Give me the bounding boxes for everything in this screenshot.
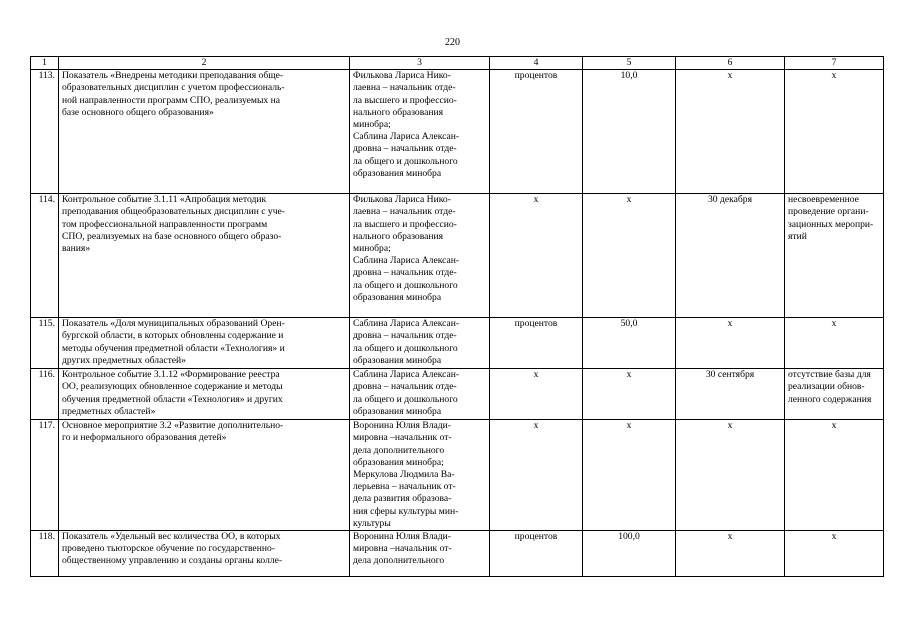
row-name: Контрольное событие 3.1.12 «Формирование реестра ОО, реализующих обновленное содержание и методы обучения предметной области «Технология» и других предметных областей» (59, 369, 350, 420)
row-value: х (583, 194, 676, 318)
row-number: 118. (31, 531, 59, 577)
row-responsible: Саблина Лариса Алексан- дровна – начальник отде- ла общего и дошкольного образования минобра (350, 369, 490, 420)
header-cell: 5 (583, 57, 676, 70)
header-cell: 1 (31, 57, 59, 70)
row-date: х (676, 70, 785, 194)
row-date: 30 сентября (676, 369, 785, 420)
row-risk: х (785, 70, 884, 194)
row-name: Показатель «Внедрены методики преподавания обще- образовательных дисциплин с учетом профессиональ- ной направленности программ СПО, реализуемых на базе основного общего образования» (59, 70, 350, 194)
row-unit: процентов (490, 531, 583, 577)
row-value: 10,0 (583, 70, 676, 194)
row-risk: х (785, 318, 884, 369)
program-table (30, 56, 884, 577)
row-value: х (583, 420, 676, 531)
row-risk: несвоевременное проведение органи- зационных меропри- ятий (785, 194, 884, 318)
row-unit: х (490, 420, 583, 531)
row-value: 50,0 (583, 318, 676, 369)
table-row (31, 420, 884, 531)
row-responsible: Воронина Юлия Влади- мировна –начальник от- дела дополнительного (350, 531, 490, 577)
row-responsible: Филькова Лариса Нико- лаевна – начальник отде- ла высшего и профессио- нального образования минобра; Саблина Лариса Алексан- дровна – начальник отде- ла общего и дошкольного образования минобра (350, 70, 490, 194)
row-unit: процентов (490, 318, 583, 369)
header-cell: 7 (785, 57, 884, 70)
row-risk: х (785, 531, 884, 577)
row-responsible: Саблина Лариса Алексан- дровна – начальник отде- ла общего и дошкольного образования минобра (350, 318, 490, 369)
row-number: 115. (31, 318, 59, 369)
row-value: 100,0 (583, 531, 676, 577)
table-row (31, 70, 884, 194)
table-header-row (31, 57, 884, 70)
header-cell: 6 (676, 57, 785, 70)
row-date: х (676, 318, 785, 369)
row-value: х (583, 369, 676, 420)
row-risk: отсутствие базы для реализации обнов- ленного содержания (785, 369, 884, 420)
row-responsible: Филькова Лариса Нико- лаевна – начальник отде- ла высшего и профессио- нального образования минобра; Саблина Лариса Алексан- дровна – начальник отде- ла общего и дошкольного образования минобра (350, 194, 490, 318)
row-unit: х (490, 369, 583, 420)
row-name: Показатель «Доля муниципальных образований Орен- бургской области, в которых обновлены содержание и методы обучения предметной области «Технология» и других предметных областей» (59, 318, 350, 369)
row-number: 117. (31, 420, 59, 531)
header-cell: 2 (59, 57, 350, 70)
row-responsible: Воронина Юлия Влади- мировна –начальник от- дела дополнительного образования минобра; Меркулова Людмила Ва- лерьевна – начальник от- дела развития образова- ния сферы культуры мин- культуры (350, 420, 490, 531)
row-date: х (676, 420, 785, 531)
row-unit: х (490, 194, 583, 318)
row-date: 30 декабря (676, 194, 785, 318)
row-risk: х (785, 420, 884, 531)
row-number: 113. (31, 70, 59, 194)
header-cell: 4 (490, 57, 583, 70)
row-number: 114. (31, 194, 59, 318)
page-number: 220 (445, 37, 460, 48)
row-unit: процентов (490, 70, 583, 194)
row-date: х (676, 531, 785, 577)
table-row (31, 318, 884, 369)
table-row (31, 369, 884, 420)
row-name: Контрольное событие 3.1.11 «Апробация методик преподавания общеобразовательных дисциплин с уче- том профессиональной направленности программ СПО, реализуемых на базе основного общего образо- вания» (59, 194, 350, 318)
row-number: 116. (31, 369, 59, 420)
header-cell: 3 (350, 57, 490, 70)
table-row (31, 194, 884, 318)
table-row (31, 531, 884, 577)
row-name: Показатель «Удельный вес количества ОО, в которых проведено тьюторское обучение по государственно- общественному управлению и созданы органы колле- (59, 531, 350, 577)
row-name: Основное мероприятие 3.2 «Развитие дополнительно- го и неформального образования детей» (59, 420, 350, 531)
